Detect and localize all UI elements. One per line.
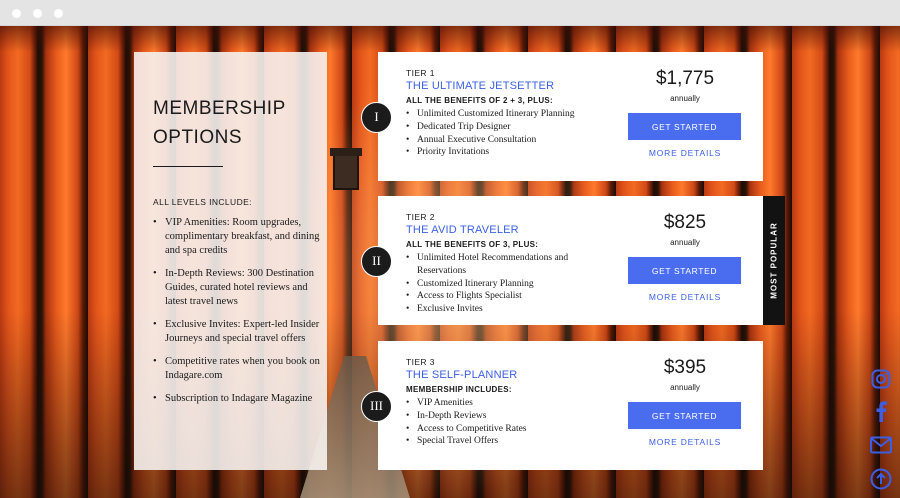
list-item: • Dedicated Trip Designer [406,121,606,134]
membership-overview-panel [134,52,327,470]
list-item: • Special Travel Offers [406,435,606,448]
list-item: • Exclusive Invites: Expert-led Insider Journeys and special travel offers [153,318,323,346]
list-item: • Exclusive Invites [406,303,606,316]
tier-subheading: ALL THE BENEFITS OF 3, PLUS: [406,240,539,249]
list-item: • Access to Competitive Rates [406,423,606,436]
hero-background [0,26,900,498]
list-item: • Customized Itinerary Planning [406,278,606,291]
billing-period: annually [670,238,700,247]
window-dot [33,9,42,18]
tier-numeral-badge: II [361,246,392,277]
facebook-icon[interactable] [868,398,894,424]
list-item: • Annual Executive Consultation [406,134,606,147]
window-dot [54,9,63,18]
tier-name: THE ULTIMATE JETSETTER [406,80,555,92]
more-details-link[interactable]: MORE DETAILS [648,292,722,302]
instagram-icon[interactable] [868,366,894,392]
tier-feature-list [406,397,606,448]
page-title-line-1: MEMBERSHIP [153,98,286,119]
list-item: • Priority Invitations [406,146,606,159]
tier-price: $395 [663,357,707,378]
list-item: • In-Depth Reviews [406,410,606,423]
email-icon[interactable] [868,432,894,458]
tier-label: TIER 1 [406,68,435,78]
window-dot [12,9,21,18]
billing-period: annually [670,383,700,392]
list-item: • In-Depth Reviews: 300 Destination Guides, curated hotel reviews and latest travel news [153,267,323,309]
tier-numeral-badge: I [361,102,392,133]
most-popular-label: MOST POPULAR [769,222,779,299]
browser-chrome [0,0,900,26]
tier-name: THE AVID TRAVELER [406,224,519,236]
tier-subheading: ALL THE BENEFITS OF 2 + 3, PLUS: [406,96,554,105]
scroll-top-icon[interactable] [868,466,894,492]
list-item: • Competitive rates when you book on Indagare.com [153,355,323,383]
tier-label: TIER 3 [406,357,435,367]
get-started-button[interactable]: GET STARTED [628,257,741,284]
page-title [153,94,303,152]
get-started-button[interactable]: GET STARTED [628,402,741,429]
lantern [333,154,359,190]
tier-price: $825 [663,212,707,233]
list-item: • Unlimited Customized Itinerary Planning [406,108,606,121]
tier-price: $1,775 [655,68,715,89]
tier-numeral-badge: III [361,391,392,422]
get-started-button[interactable]: GET STARTED [628,113,741,140]
most-popular-badge [763,196,785,325]
billing-period: annually [670,94,700,103]
tier-card-1 [374,52,763,181]
tier-subheading: MEMBERSHIP INCLUDES: [406,385,512,394]
tier-label: TIER 2 [406,212,435,222]
all-levels-list [153,216,327,406]
list-item: • VIP Amenities: Room upgrades, complimentary breakfast, and dining and spa credits [153,216,323,258]
all-levels-heading: ALL LEVELS INCLUDE: [153,197,252,207]
tier-feature-list [406,252,606,316]
tier-card-2 [372,196,763,325]
tier-feature-list [406,108,606,159]
list-item: • VIP Amenities [406,397,606,410]
page-title-line-2: OPTIONS [153,127,243,148]
more-details-link[interactable]: MORE DETAILS [648,148,722,158]
list-item: • Unlimited Hotel Recommendations and Reservations [406,252,606,278]
title-divider [153,166,223,167]
more-details-link[interactable]: MORE DETAILS [648,437,722,447]
list-item: • Subscription to Indagare Magazine [153,392,323,406]
tier-name: THE SELF-PLANNER [406,369,518,381]
tier-card-3 [370,341,763,470]
list-item: • Access to Flights Specialist [406,290,606,303]
